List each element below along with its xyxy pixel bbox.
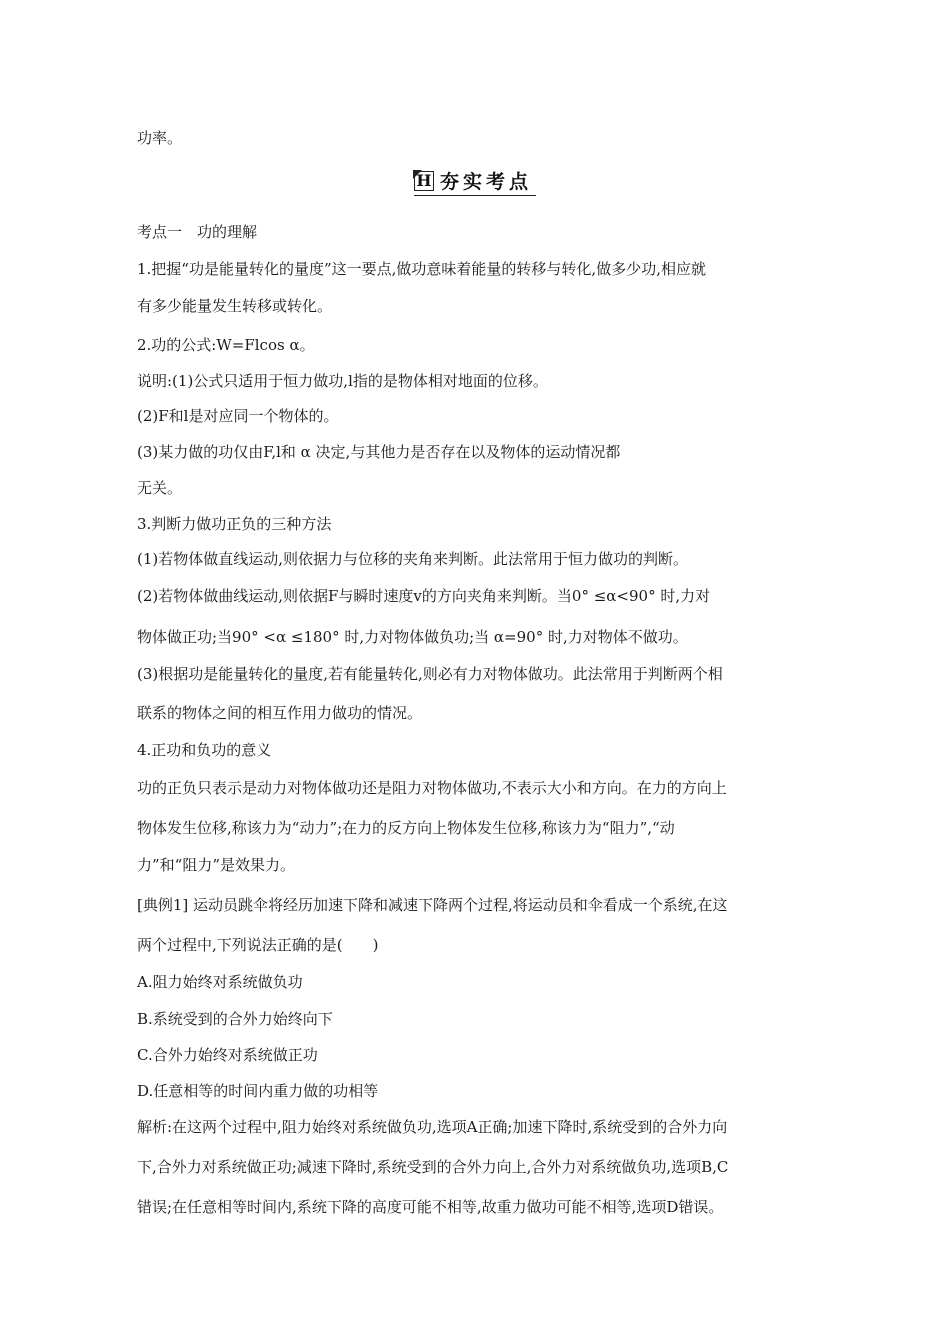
paragraph-1-line-1: 1.把握“功是能量转化的量度”这一要点,做功意味着能量的转移与转化,做多少功,相应就: [137, 260, 706, 278]
option-c: C.合外力始终对系统做正功: [137, 1046, 318, 1064]
section-title-box: [414, 167, 536, 196]
example-question-line-1: [典例1] 运动员跳伞将经历加速下降和减速下降两个过程,将运动员和伞看成一个系统,在这: [137, 896, 728, 914]
paragraph-4-line-2: 物体发生位移,称该力为“动力”;在力的反方向上物体发生位移,称该力为“阻力”,“动: [137, 819, 675, 837]
h-badge-icon: H: [414, 171, 434, 191]
option-d: D.任意相等的时间内重力做的功相等: [137, 1082, 379, 1100]
option-a: A.阻力始终对系统做负功: [137, 973, 303, 991]
top-fragment: 功率。: [137, 129, 183, 147]
section-title: 夯实考点: [439, 171, 532, 193]
paragraph-4-heading: 4.正功和负功的意义: [137, 741, 272, 759]
analysis-line-1: 解析:在这两个过程中,阻力始终对系统做负功,选项A正确;加速下降时,系统受到的合外力向: [137, 1118, 728, 1136]
note-1: 说明:(1)公式只适用于恒力做功,l指的是物体相对地面的位移。: [137, 372, 548, 390]
analysis-line-3: 错误;在任意相等时间内,系统下降的高度可能不相等,故重力做功可能不相等,选项D错误。: [137, 1198, 724, 1216]
note-3-line-2: 无关。: [137, 479, 183, 497]
paragraph-4-line-1: 功的正负只表示是动力对物体做功还是阻力对物体做功,不表示大小和方向。在力的方向上: [137, 779, 727, 797]
example-question-line-2: 两个过程中,下列说法正确的是( ): [137, 936, 379, 954]
method-1: (1)若物体做直线运动,则依据力与位移的夹角来判断。此法常用于恒力做功的判断。: [137, 550, 689, 568]
method-2-line-1: (2)若物体做曲线运动,则依据F与瞬时速度v的方向夹角来判断。当0° ≤α<90° 时,力对: [137, 587, 711, 605]
method-2-line-2: 物体做正功;当90° <α ≤180° 时,力对物体做负功;当 α=90° 时,力对物体不做功。: [137, 628, 688, 646]
paragraph-4-line-3: 力”和“阻力”是效果力。: [137, 856, 296, 874]
topic-heading: 考点一 功的理解: [137, 223, 258, 241]
section-header: [0, 167, 950, 196]
analysis-line-2: 下,合外力对系统做正功;减速下降时,系统受到的合外力向上,合外力对系统做负功,选项B,C: [137, 1158, 729, 1176]
note-3-line-1: (3)某力做的功仅由F,l和 α 决定,与其他力是否存在以及物体的运动情况都: [137, 443, 621, 461]
note-2: (2)F和l是对应同一个物体的。: [137, 407, 339, 425]
option-b: B.系统受到的合外力始终向下: [137, 1010, 333, 1028]
formula-line: 2.功的公式:W=Flcos α。: [137, 336, 315, 354]
method-3-line-1: (3)根据功是能量转化的量度,若有能量转化,则必有力对物体做功。此法常用于判断两个相: [137, 665, 723, 683]
paragraph-1-line-2: 有多少能量发生转移或转化。: [137, 297, 333, 315]
method-3-line-2: 联系的物体之间的相互作用力做功的情况。: [137, 704, 423, 722]
paragraph-3-heading: 3.判断力做功正负的三种方法: [137, 515, 332, 533]
